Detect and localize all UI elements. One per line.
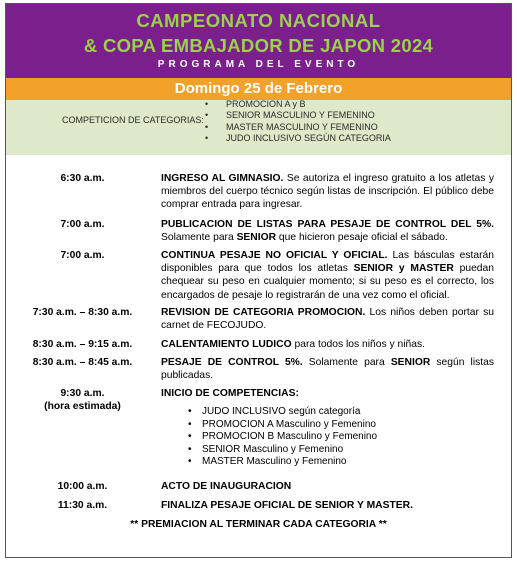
schedule-time: 10:00 a.m. [57, 481, 108, 492]
category-item: • PROMOCION A y B [205, 99, 306, 109]
schedule-time: 9:30 a.m. (hora estimada) [44, 388, 121, 413]
category-item: • JUDO INCLUSIVO SEGÚN CATEGORIA [205, 133, 391, 144]
schedule-time: 7:00 a.m. [60, 219, 105, 230]
bullet-icon: • [205, 121, 209, 132]
competition-list [186, 406, 377, 469]
header [6, 4, 511, 78]
bullet-icon: • [188, 456, 192, 468]
schedule-time: 7:30 a.m. – 8:30 a.m. [32, 307, 133, 318]
bullet-icon: • [188, 406, 192, 417]
title-line-1: CAMPEONATO NACIONAL [136, 10, 381, 31]
date-banner: Domingo 25 de Febrero [6, 78, 511, 100]
schedule-description: INICIO DE COMPETENCIAS: [161, 388, 299, 399]
schedule-time: 8:30 a.m. – 9:15 a.m. [32, 339, 133, 350]
bullet-icon: • [188, 443, 192, 455]
bullet-icon: • [188, 418, 192, 430]
bullet-icon: • [205, 99, 209, 109]
schedule-description: PESAJE DE CONTROL 5%. Solamente para SENIOR según listas publicadas. [161, 357, 494, 382]
awards-footer: ** PREMIACION AL TERMINAR CADA CATEGORIA ** [130, 519, 387, 530]
schedule-description: CALENTAMIENTO LUDICO para todos los niños y niñas. [161, 339, 425, 350]
time-note: (hora estimada) [44, 401, 121, 413]
program-document [5, 3, 512, 558]
competition-item: • PROMOCION B Masculino y Femenino [188, 431, 378, 443]
schedule-description: CONTINUA PESAJE NO OFICIAL Y OFICIAL. Las básculas estarán disponibles para que todos los atletas SENIOR y MASTER puedan chequear su peso en cualquier momento; si su peso es el correcto, los encargados de pesaje lo registrarán de una vez como el oficial. [161, 250, 494, 301]
schedule-time: 6:30 a.m. [60, 173, 105, 184]
schedule-time: 7:00 a.m. [60, 250, 105, 261]
schedule-description: REVISION DE CATEGORIA PROMOCION. Los niños deben portar su carnet de FECOJUDO. [161, 307, 494, 332]
schedule-time: 8:30 a.m. – 8:45 a.m. [32, 357, 133, 368]
competition-item: • PROMOCION A Masculino y Femenino [188, 418, 376, 430]
competition-item: • JUDO INCLUSIVO según categoría [188, 406, 361, 417]
schedule-description: FINALIZA PESAJE OFICIAL DE SENIOR Y MASTER. [161, 500, 413, 511]
title-line-2: & COPA EMBAJADOR DE JAPON 2024 [83, 35, 434, 56]
bullet-icon: • [205, 133, 209, 144]
categories-label: COMPETICION DE CATEGORIAS: [62, 115, 204, 125]
categories-list [199, 99, 391, 145]
bullet-icon: • [188, 431, 192, 443]
schedule-description: PUBLICACION DE LISTAS PARA PESAJE DE CONTROL DEL 5%. Solamente para SENIOR que hicieron pesaje oficial el sábado. [161, 219, 494, 244]
competition-item: • SENIOR Masculino y Femenino [188, 443, 344, 455]
categories-panel [6, 100, 511, 155]
schedule-time: 11:30 a.m. [57, 500, 108, 511]
bullet-icon: • [205, 110, 209, 121]
category-item: • MASTER MASCULINO Y FEMENINO [205, 121, 378, 132]
category-item: • SENIOR MASCULINO Y FEMENINO [205, 110, 375, 121]
schedule-description: ACTO DE INAUGURACION [161, 481, 292, 492]
competition-item: • MASTER Masculino y Femenino [188, 456, 347, 468]
subtitle: PROGRAMA DEL EVENTO [157, 59, 360, 70]
schedule-description: INGRESO AL GIMNASIO. Se autoriza el ingreso gratuito a los atletas y miembros del cuerpo técnico según listas de inscripción. El público debe comprar entrada para ingresar. [161, 173, 494, 211]
